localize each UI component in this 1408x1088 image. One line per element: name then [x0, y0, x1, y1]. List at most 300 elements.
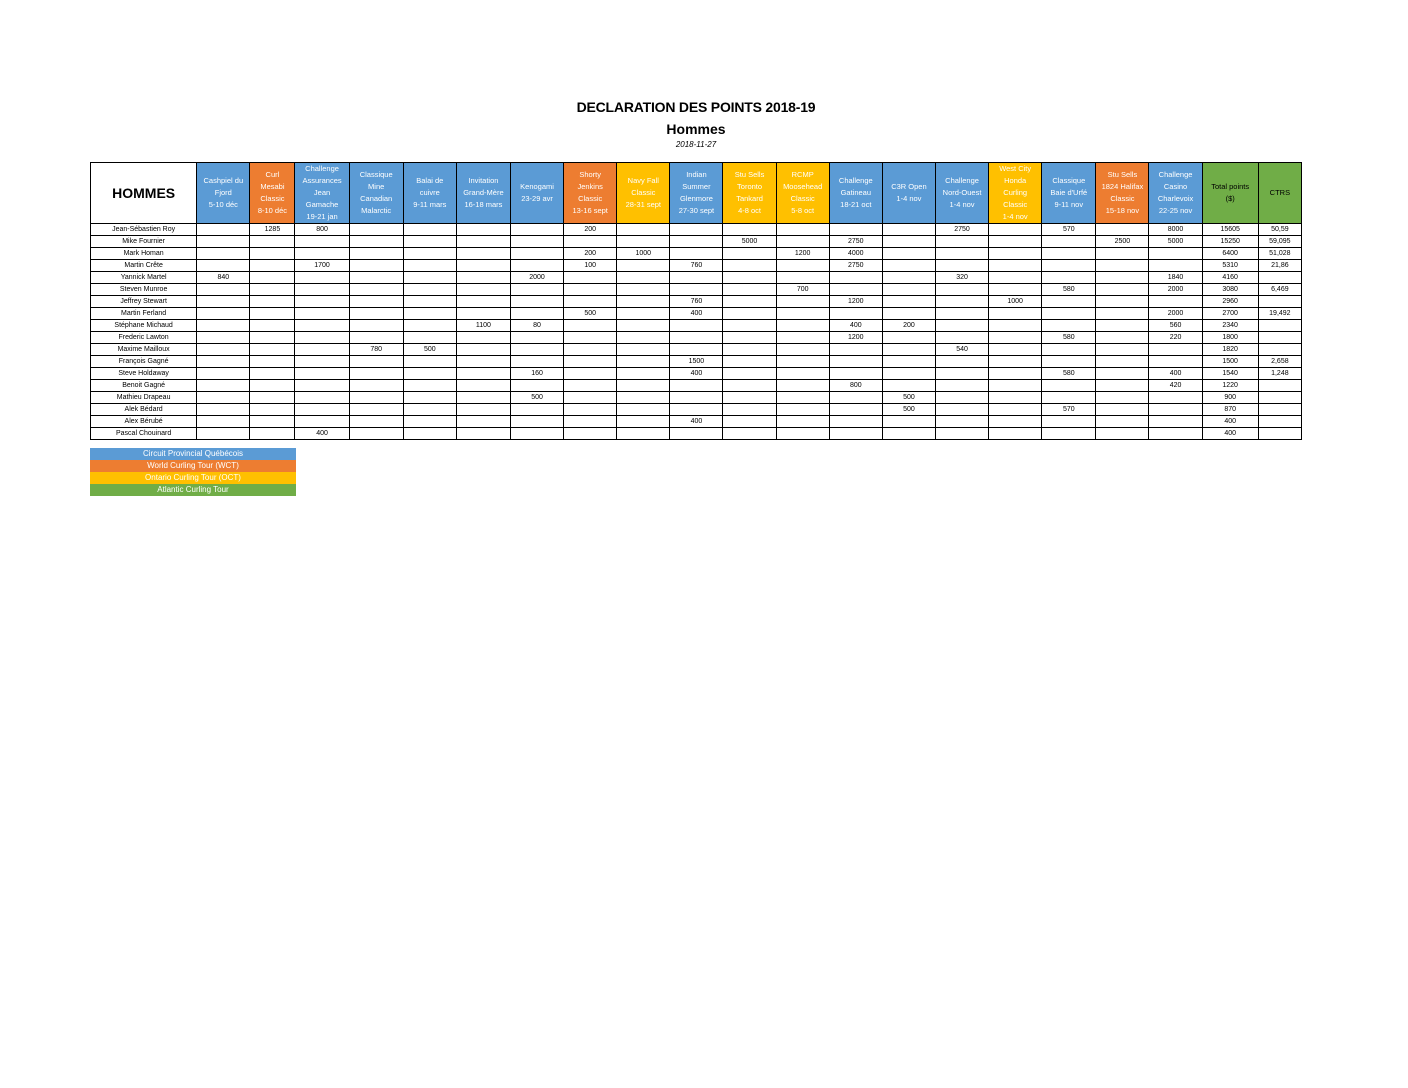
points-cell [776, 236, 829, 248]
points-cell: 1820 [1202, 344, 1258, 356]
points-cell: 6,469 [1258, 284, 1301, 296]
points-cell: 2750 [829, 260, 882, 272]
points-cell [250, 236, 295, 248]
points-cell [776, 404, 829, 416]
points-cell [617, 416, 670, 428]
points-cell [1149, 248, 1202, 260]
points-cell [197, 428, 250, 440]
points-cell [510, 428, 563, 440]
points-cell [882, 296, 935, 308]
points-cell [935, 248, 988, 260]
points-cell: 760 [670, 260, 723, 272]
points-cell [1096, 416, 1149, 428]
column-header: Navy Fall Classic 28-31 sept [617, 163, 670, 224]
points-cell: 1100 [456, 320, 510, 332]
points-cell [1096, 428, 1149, 440]
points-cell: 320 [935, 272, 988, 284]
points-cell [723, 272, 776, 284]
points-cell [349, 356, 403, 368]
points-cell: 8000 [1149, 224, 1202, 236]
points-cell: 1700 [295, 260, 349, 272]
points-cell: 50,59 [1258, 224, 1301, 236]
page-subtitle: Hommes [666, 121, 726, 137]
points-cell: 800 [295, 224, 349, 236]
column-header: Challenge Assurances Jean Gamache 19-21 jan [295, 163, 349, 224]
points-cell: 51,028 [1258, 248, 1301, 260]
points-cell [295, 272, 349, 284]
points-cell: 6400 [1202, 248, 1258, 260]
points-cell [670, 332, 723, 344]
points-cell: 1540 [1202, 368, 1258, 380]
points-cell [1258, 332, 1301, 344]
points-cell [617, 368, 670, 380]
points-cell: 4160 [1202, 272, 1258, 284]
points-cell: 400 [295, 428, 349, 440]
points-cell [349, 284, 403, 296]
points-cell [403, 404, 456, 416]
points-cell [1096, 356, 1149, 368]
points-cell [456, 236, 510, 248]
points-cell [935, 368, 988, 380]
player-name: Yannick Martel [91, 272, 197, 284]
page-title: DECLARATION DES POINTS 2018-19 [576, 99, 816, 115]
points-cell [1258, 320, 1301, 332]
column-header: Classique Mine Canadian Malarctic [349, 163, 403, 224]
points-cell [403, 356, 456, 368]
points-cell [295, 416, 349, 428]
points-cell [564, 356, 617, 368]
points-cell [935, 332, 988, 344]
points-cell: 1285 [250, 224, 295, 236]
points-cell [1096, 380, 1149, 392]
column-header: Total points ($) [1202, 163, 1258, 224]
player-name: Steven Munroe [91, 284, 197, 296]
points-cell [510, 332, 563, 344]
points-cell [989, 248, 1042, 260]
points-cell [670, 392, 723, 404]
column-header: Challenge Nord-Ouest 1-4 nov [935, 163, 988, 224]
points-cell [1042, 356, 1096, 368]
points-cell [403, 272, 456, 284]
points-cell [1149, 260, 1202, 272]
points-cell [723, 296, 776, 308]
points-cell [723, 224, 776, 236]
points-table [90, 162, 1302, 440]
column-header: C3R Open 1-4 nov [882, 163, 935, 224]
points-cell: 2750 [829, 236, 882, 248]
points-cell [456, 404, 510, 416]
points-cell [617, 404, 670, 416]
points-cell: 1000 [989, 296, 1042, 308]
points-cell [1149, 344, 1202, 356]
points-cell: 780 [349, 344, 403, 356]
points-cell: 570 [1042, 224, 1096, 236]
points-cell [1096, 404, 1149, 416]
table-row [91, 248, 1302, 260]
points-cell: 59,095 [1258, 236, 1301, 248]
points-cell [1149, 428, 1202, 440]
points-cell [456, 428, 510, 440]
points-cell [1149, 404, 1202, 416]
player-name: Martin Crête [91, 260, 197, 272]
points-cell: 570 [1042, 404, 1096, 416]
points-cell [1042, 416, 1096, 428]
points-cell [1096, 260, 1149, 272]
table-row [91, 380, 1302, 392]
points-cell [829, 428, 882, 440]
points-cell [250, 248, 295, 260]
points-cell [250, 428, 295, 440]
points-cell: 80 [510, 320, 563, 332]
points-cell [723, 380, 776, 392]
column-header: Classique Baie d'Urfé 9-11 nov [1042, 163, 1096, 224]
column-header: Shorty Jenkins Classic 13-16 sept [564, 163, 617, 224]
points-cell: 1200 [829, 296, 882, 308]
points-cell [882, 380, 935, 392]
points-cell: 4000 [829, 248, 882, 260]
report-date: 2018-11-27 [675, 140, 717, 149]
table-row [91, 272, 1302, 284]
points-cell [882, 368, 935, 380]
column-header: CTRS [1258, 163, 1301, 224]
points-cell [510, 284, 563, 296]
player-name: Mark Homan [91, 248, 197, 260]
points-cell: 100 [564, 260, 617, 272]
column-header: Curl Mesabi Classic 8-10 déc [250, 163, 295, 224]
player-name: Frederic Lawton [91, 332, 197, 344]
points-cell [776, 296, 829, 308]
points-cell [510, 296, 563, 308]
points-cell: 21,86 [1258, 260, 1301, 272]
points-cell [295, 296, 349, 308]
points-cell [935, 416, 988, 428]
points-cell [829, 416, 882, 428]
points-cell [776, 416, 829, 428]
points-cell [456, 308, 510, 320]
points-cell [1096, 320, 1149, 332]
player-name: François Gagné [91, 356, 197, 368]
player-name: Mike Fournier [91, 236, 197, 248]
points-cell: 1000 [617, 248, 670, 260]
points-cell [1149, 296, 1202, 308]
points-cell [250, 308, 295, 320]
points-cell: 1840 [1149, 272, 1202, 284]
points-cell [295, 248, 349, 260]
points-cell: 400 [670, 308, 723, 320]
table-row [91, 392, 1302, 404]
points-cell [617, 308, 670, 320]
points-cell [882, 344, 935, 356]
points-cell [197, 296, 250, 308]
points-cell [403, 224, 456, 236]
points-cell [250, 332, 295, 344]
points-cell [349, 320, 403, 332]
points-cell [349, 296, 403, 308]
table-row [91, 428, 1302, 440]
points-cell [250, 296, 295, 308]
points-cell: 580 [1042, 284, 1096, 296]
player-name: Alex Bérubé [91, 416, 197, 428]
points-cell [349, 308, 403, 320]
points-cell [564, 380, 617, 392]
points-cell: 5000 [723, 236, 776, 248]
points-cell [935, 392, 988, 404]
points-cell: 400 [670, 416, 723, 428]
points-cell [564, 332, 617, 344]
points-cell [295, 332, 349, 344]
points-cell: 500 [564, 308, 617, 320]
points-cell: 560 [1149, 320, 1202, 332]
points-cell [723, 344, 776, 356]
points-cell [776, 392, 829, 404]
points-cell [829, 272, 882, 284]
points-cell [403, 416, 456, 428]
points-cell [882, 224, 935, 236]
points-cell [989, 428, 1042, 440]
points-cell: 800 [829, 380, 882, 392]
points-cell [935, 308, 988, 320]
column-header: Kenogami 23-29 avr [510, 163, 563, 224]
points-cell: 2960 [1202, 296, 1258, 308]
points-cell [989, 368, 1042, 380]
points-cell [989, 260, 1042, 272]
points-cell [510, 224, 563, 236]
points-cell [349, 248, 403, 260]
player-name: Maxime Mailloux [91, 344, 197, 356]
points-cell [723, 392, 776, 404]
points-cell [564, 344, 617, 356]
points-cell [989, 272, 1042, 284]
table-row [91, 404, 1302, 416]
points-cell [935, 236, 988, 248]
points-cell [403, 332, 456, 344]
points-cell [564, 272, 617, 284]
points-cell [349, 428, 403, 440]
points-cell [197, 224, 250, 236]
points-cell [617, 320, 670, 332]
points-cell [829, 392, 882, 404]
points-cell [617, 296, 670, 308]
points-cell: 580 [1042, 368, 1096, 380]
points-cell [403, 236, 456, 248]
points-cell [456, 392, 510, 404]
points-cell [564, 284, 617, 296]
points-cell [510, 416, 563, 428]
points-cell [250, 392, 295, 404]
column-header: West City Honda Curling Classic 1-4 nov [989, 163, 1042, 224]
points-cell [882, 272, 935, 284]
points-cell: 5310 [1202, 260, 1258, 272]
points-cell: 2340 [1202, 320, 1258, 332]
points-cell [1096, 392, 1149, 404]
points-cell [403, 380, 456, 392]
points-cell [564, 416, 617, 428]
points-cell [935, 260, 988, 272]
points-cell: 2,658 [1258, 356, 1301, 368]
points-cell [1042, 260, 1096, 272]
player-name: Steve Holdaway [91, 368, 197, 380]
points-cell [197, 236, 250, 248]
points-cell [882, 356, 935, 368]
points-cell [250, 284, 295, 296]
points-cell: 2000 [1149, 284, 1202, 296]
column-header: Stu Sells 1824 Halifax Classic 15-18 nov [1096, 163, 1149, 224]
points-cell [1149, 356, 1202, 368]
points-cell: 1,248 [1258, 368, 1301, 380]
points-cell: 15605 [1202, 224, 1258, 236]
points-cell [829, 368, 882, 380]
points-cell [250, 320, 295, 332]
table-body [91, 224, 1302, 440]
points-cell [723, 428, 776, 440]
points-cell: 420 [1149, 380, 1202, 392]
points-cell [935, 284, 988, 296]
legend-item-cpq: Circuit Provincial Québécois [90, 448, 296, 460]
points-cell [564, 236, 617, 248]
points-cell: 19,492 [1258, 308, 1301, 320]
points-cell [882, 416, 935, 428]
points-cell: 3080 [1202, 284, 1258, 296]
points-cell [617, 284, 670, 296]
points-cell [670, 284, 723, 296]
points-cell: 200 [564, 224, 617, 236]
points-cell [989, 224, 1042, 236]
points-cell [1042, 392, 1096, 404]
player-name: Mathieu Drapeau [91, 392, 197, 404]
points-cell [776, 308, 829, 320]
points-cell [617, 428, 670, 440]
points-cell [197, 308, 250, 320]
player-name: Benoit Gagné [91, 380, 197, 392]
points-cell [349, 416, 403, 428]
points-cell [670, 224, 723, 236]
points-cell [403, 260, 456, 272]
points-cell [882, 284, 935, 296]
points-cell [1042, 272, 1096, 284]
points-cell: 500 [882, 392, 935, 404]
points-cell [1096, 308, 1149, 320]
table-row [91, 356, 1302, 368]
points-cell [989, 416, 1042, 428]
points-cell [456, 344, 510, 356]
points-cell [250, 368, 295, 380]
points-cell [1096, 224, 1149, 236]
points-cell: 500 [510, 392, 563, 404]
points-cell [1258, 272, 1301, 284]
points-cell [349, 260, 403, 272]
points-cell [197, 248, 250, 260]
points-cell [250, 404, 295, 416]
points-cell [456, 368, 510, 380]
points-cell: 1500 [670, 356, 723, 368]
points-cell [723, 284, 776, 296]
points-cell [456, 284, 510, 296]
points-cell [456, 224, 510, 236]
points-cell [510, 344, 563, 356]
points-cell [989, 332, 1042, 344]
points-cell [723, 332, 776, 344]
points-cell [1258, 392, 1301, 404]
points-cell [989, 380, 1042, 392]
points-cell [1042, 320, 1096, 332]
points-cell [250, 380, 295, 392]
points-cell [456, 356, 510, 368]
points-cell [295, 344, 349, 356]
points-cell [349, 224, 403, 236]
points-cell [197, 260, 250, 272]
table-corner-label: HOMMES [91, 163, 197, 224]
points-cell [882, 236, 935, 248]
points-cell [829, 308, 882, 320]
column-header: Challenge Gatineau 18-21 oct [829, 163, 882, 224]
points-cell [989, 392, 1042, 404]
points-cell [295, 236, 349, 248]
points-cell: 1500 [1202, 356, 1258, 368]
table-row [91, 416, 1302, 428]
legend-item-act: Atlantic Curling Tour [90, 484, 296, 496]
points-cell [776, 332, 829, 344]
points-cell [776, 344, 829, 356]
points-cell: 500 [403, 344, 456, 356]
points-cell [1258, 380, 1301, 392]
points-cell [403, 368, 456, 380]
points-cell: 870 [1202, 404, 1258, 416]
points-cell [197, 368, 250, 380]
points-cell: 1200 [829, 332, 882, 344]
points-cell [1096, 296, 1149, 308]
points-cell [197, 320, 250, 332]
tour-legend [90, 448, 296, 496]
points-cell [403, 392, 456, 404]
points-cell [776, 380, 829, 392]
points-cell: 2000 [510, 272, 563, 284]
points-cell [617, 260, 670, 272]
points-cell: 2750 [935, 224, 988, 236]
points-cell: 540 [935, 344, 988, 356]
column-header: Indian Summer Glenmore 27-30 sept [670, 163, 723, 224]
points-cell [882, 332, 935, 344]
points-cell [295, 284, 349, 296]
points-cell [1096, 248, 1149, 260]
column-header: Cashpiel du Fjord 5-10 déc [197, 163, 250, 224]
points-cell [723, 248, 776, 260]
points-cell [617, 392, 670, 404]
points-cell: 1220 [1202, 380, 1258, 392]
table-header-row [91, 163, 1302, 224]
points-cell: 400 [1202, 428, 1258, 440]
points-cell [935, 380, 988, 392]
points-cell [456, 272, 510, 284]
points-cell [197, 416, 250, 428]
points-cell [456, 260, 510, 272]
points-cell [882, 248, 935, 260]
points-cell [670, 344, 723, 356]
points-cell [250, 344, 295, 356]
points-cell [617, 344, 670, 356]
points-cell [349, 332, 403, 344]
points-cell [197, 380, 250, 392]
points-cell [510, 308, 563, 320]
points-cell [510, 404, 563, 416]
column-header: Challenge Casino Charlevoix 22-25 nov [1149, 163, 1202, 224]
points-cell: 580 [1042, 332, 1096, 344]
points-cell [295, 404, 349, 416]
points-cell [1042, 344, 1096, 356]
points-cell [250, 272, 295, 284]
points-cell [1042, 296, 1096, 308]
points-cell [829, 284, 882, 296]
points-cell [723, 368, 776, 380]
